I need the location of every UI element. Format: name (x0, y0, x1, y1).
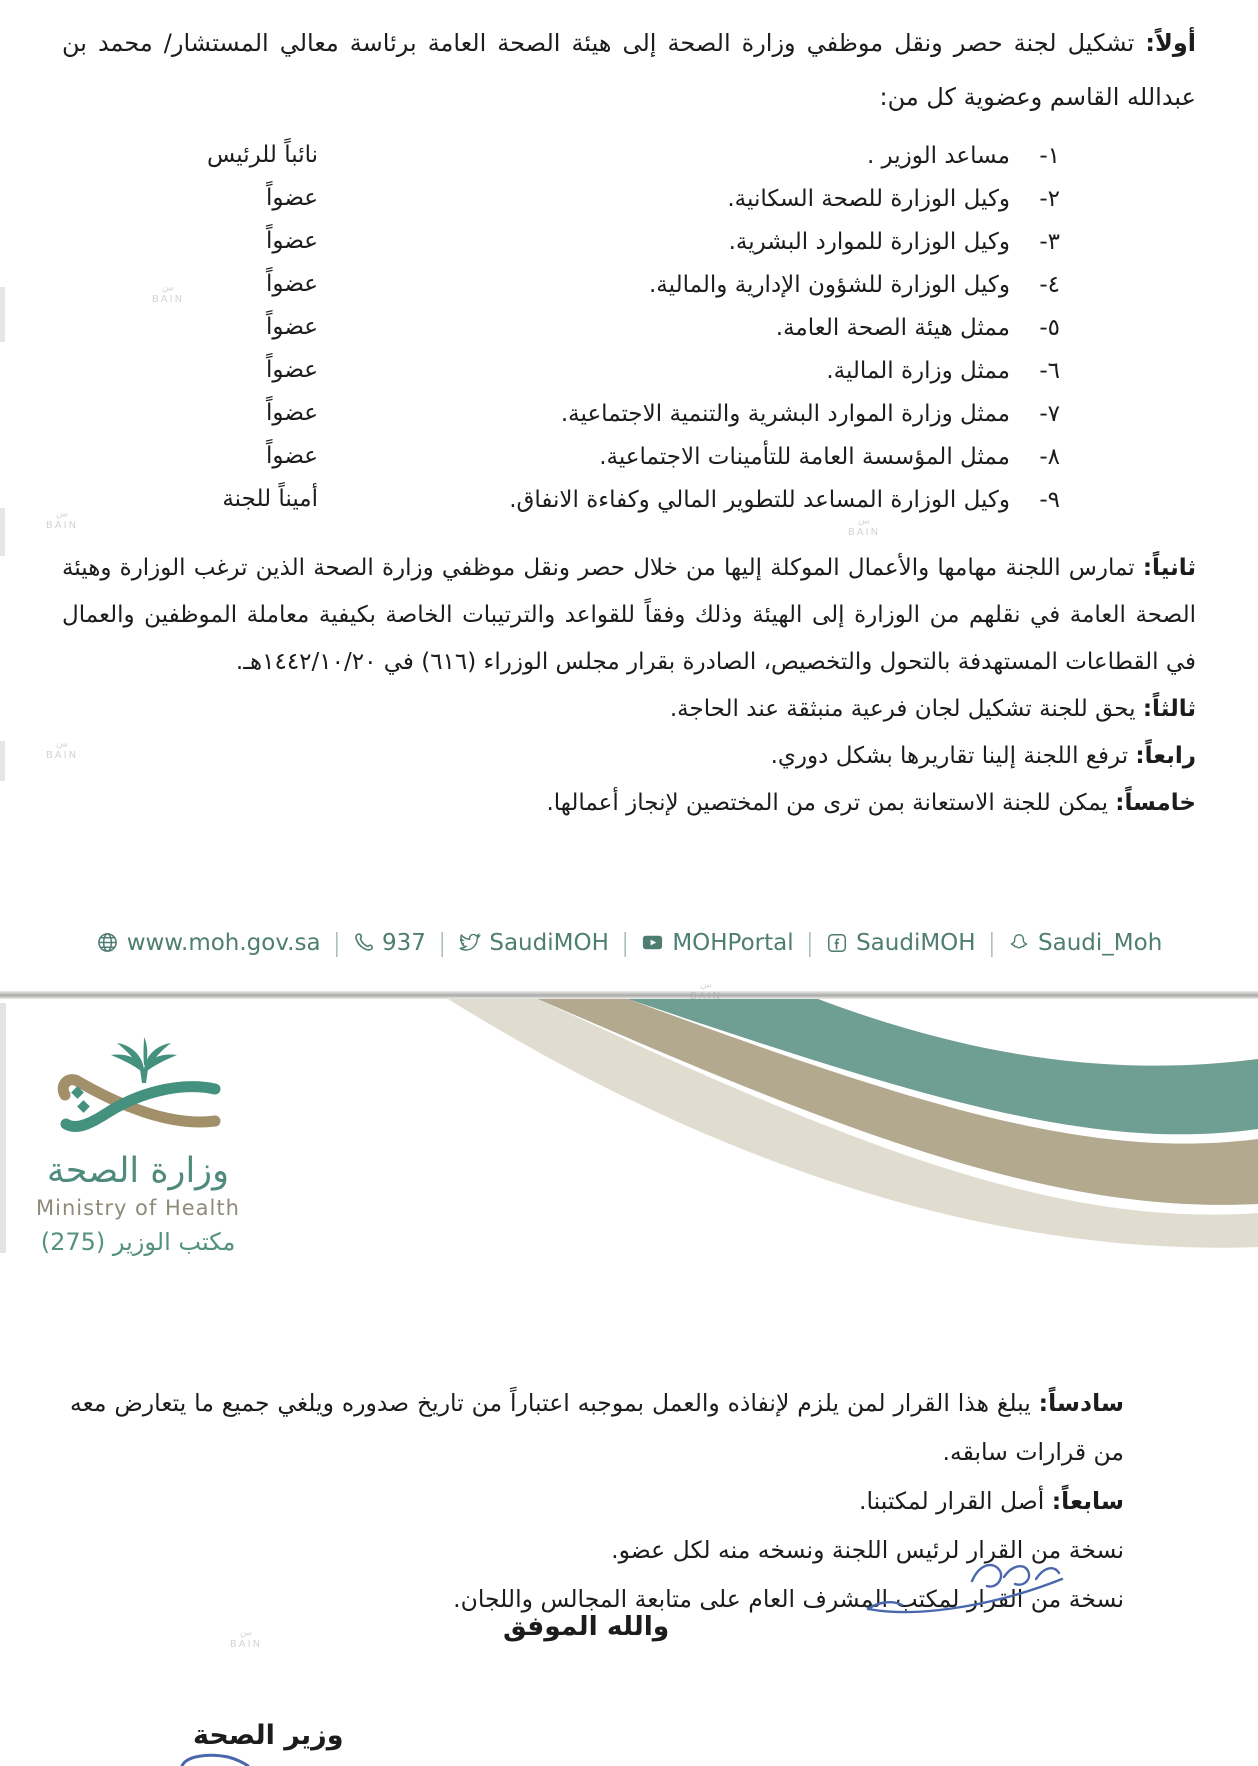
member-role: عضواً (266, 443, 318, 469)
footer-facebook-label: SaudiMOH (856, 929, 976, 956)
scan-edge-artifact (0, 741, 5, 781)
copy-distribution-line: نسخة من القرار لرئيس اللجنة ونسخه منه لكل عضو. (611, 1536, 1124, 1564)
footer-separator: | (620, 928, 630, 957)
watermark-latin: BAIN (151, 294, 185, 305)
youtube-icon (641, 931, 664, 954)
bain-watermark (36, 739, 88, 761)
clause-sixth-text: يبلغ هذا القرار لمن يلزم لإنفاذه والعمل بموجبه اعتباراً من تاريخ صدوره ويلغي جميع ما يتعارض معه من قرارات سابقه. (70, 1389, 1124, 1466)
minister-office-label: مكتب الوزير (275) (40, 1228, 236, 1256)
member-row (62, 220, 1196, 263)
page-2 (0, 999, 1258, 1766)
footer-twitter (458, 930, 609, 956)
bain-watermark (142, 283, 194, 305)
moh-name-arabic: وزارة الصحة (47, 1151, 229, 1191)
member-number: ٤- (1039, 271, 1060, 298)
member-row (62, 435, 1196, 478)
clause-third-text: يحق للجنة تشكيل لجان فرعية منبثقة عند الحاجة. (669, 696, 1143, 722)
footer-separator: | (805, 928, 815, 957)
bain-watermark (36, 509, 88, 531)
clause-fourth-lead: رابعاً: (1135, 743, 1196, 769)
clause-fifth-lead: خامساً: (1115, 790, 1196, 816)
member-name: مساعد الوزير . (866, 142, 1010, 169)
member-name: ممثل وزارة المالية. (826, 357, 1010, 384)
member-role: عضواً (266, 228, 318, 254)
footer-facebook (826, 930, 976, 956)
member-number: ٩- (1039, 486, 1060, 513)
member-role: عضواً (266, 400, 318, 426)
member-row (62, 478, 1196, 521)
clause-sixth (70, 1379, 1124, 1477)
footer-snapchat-label: Saudi_Moh (1038, 929, 1163, 956)
footer-separator: | (987, 928, 997, 957)
closing-phrase: والله الموفق (503, 1611, 670, 1642)
member-role: عضواً (266, 185, 318, 211)
moh-name-english: Ministry of Health (36, 1196, 240, 1220)
watermark-latin: BAIN (45, 520, 79, 531)
member-role: أميناً للجنة (222, 486, 318, 512)
palm-tree-icon (111, 1037, 177, 1083)
member-number: ٥- (1039, 314, 1060, 341)
watermark-latin: BAIN (229, 1639, 263, 1650)
clause-third-lead: ثالثاً: (1142, 696, 1196, 722)
footer-snapchat (1008, 930, 1162, 956)
footer-website (96, 930, 321, 956)
moh-logo-emblem (49, 1033, 227, 1147)
footer-phone (353, 930, 426, 956)
clause-sixth-lead: سادساً: (1038, 1389, 1124, 1417)
watermark-arabic: بين (699, 980, 713, 990)
footer-website-label: www.moh.gov.sa (126, 929, 321, 956)
clause-second-text: تمارس اللجنة مهامها والأعمال الموكلة إليها من خلال حصر ونقل موظفي وزارة الصحة الذين ترغب الوزارة وهيئة الصحة العامة في نقلهم من الوزارة إلى الهيئة وذلك وفقاً للقواعد والترتيبات الخاصة بكيفية معاملة الموظفين والعمال في القطاعات المستهدفة بالتحول والتخصيص، الصادرة بقرار مجلس الوزراء (٦١٦) في ١٤٤٢/١٠/٢٠هـ. (62, 555, 1196, 675)
scan-edge-artifact (0, 1003, 6, 1253)
member-role: نائباً للرئيس (206, 142, 318, 168)
member-name: ممثل هيئة الصحة العامة. (775, 314, 1010, 341)
committee-members-list (0, 134, 1258, 521)
watermark-arabic: بين (857, 516, 871, 526)
footer-separator: | (437, 928, 447, 957)
bain-watermark (220, 1628, 272, 1650)
member-number: ٧- (1039, 400, 1060, 427)
clauses-2-to-5 (0, 545, 1258, 827)
clause-seventh (70, 1477, 1124, 1526)
watermark-arabic: بين (55, 509, 69, 519)
footer-phone-label: 937 (382, 929, 426, 956)
member-number: ٢- (1039, 185, 1060, 212)
clause-third (62, 686, 1196, 733)
snapchat-icon (1008, 932, 1030, 954)
member-row (62, 177, 1196, 220)
member-role: عضواً (266, 357, 318, 383)
bain-watermark (680, 980, 732, 1002)
watermark-arabic: بين (55, 739, 69, 749)
member-name: ممثل المؤسسة العامة للتأمينات الاجتماعية. (599, 443, 1010, 470)
phone-icon (353, 932, 374, 953)
footer-youtube-label: MOHPortal (672, 929, 794, 956)
clause-second-lead: ثانياً: (1142, 555, 1196, 581)
member-name: وكيل الوزارة للشؤون الإدارية والمالية. (649, 271, 1010, 298)
member-row (62, 392, 1196, 435)
page-break-divider (0, 991, 1258, 999)
clause-fifth-text: يمكن للجنة الاستعانة بمن ترى من المختصين لإنجاز أعمالها. (546, 790, 1116, 816)
member-number: ٣- (1039, 228, 1060, 255)
logo-dot (77, 1100, 90, 1113)
clause-second (62, 545, 1196, 686)
bain-watermark (838, 516, 890, 538)
member-name: ممثل وزارة الموارد البشرية والتنمية الاجتماعية. (560, 400, 1010, 427)
twitter-icon (458, 931, 481, 954)
clause-fifth (62, 780, 1196, 827)
watermark-latin: BAIN (45, 750, 79, 761)
footer-separator: | (332, 928, 342, 957)
minister-signature-ink (852, 1549, 1067, 1629)
watermark-latin: BAIN (689, 991, 723, 1002)
member-row (62, 349, 1196, 392)
clauses-6-to-7 (0, 1379, 1258, 1624)
copy-distribution-line: نسخة من القرار لمكتب المشرف العام على متابعة المجالس واللجان. (453, 1585, 1124, 1613)
member-role: عضواً (266, 271, 318, 297)
facebook-icon (826, 932, 848, 954)
decorative-swoosh (298, 999, 1258, 1329)
member-name: وكيل الوزارة للصحة السكانية. (727, 185, 1010, 212)
globe-icon (96, 931, 119, 954)
partial-signature-ink (178, 1752, 252, 1766)
minister-title: وزير الصحة (193, 1720, 344, 1751)
watermark-arabic: بين (161, 283, 175, 293)
scan-edge-artifact (0, 508, 5, 556)
member-row (62, 263, 1196, 306)
watermark-latin: BAIN (847, 527, 881, 538)
scan-edge-artifact (0, 287, 5, 342)
clause-fourth (62, 733, 1196, 780)
clause-first-lead: أولاً: (1145, 29, 1196, 57)
clause-seventh-text: أصل القرار لمكتبنا. (859, 1487, 1052, 1515)
footer-youtube (641, 930, 793, 956)
member-number: ٦- (1039, 357, 1060, 384)
member-name: وكيل الوزارة المساعد للتطوير المالي وكفاءة الانفاق. (509, 486, 1010, 513)
clause-first-text: تشكيل لجنة حصر ونقل موظفي وزارة الصحة إلى هيئة الصحة العامة برئاسة معالي المستشار/ محمد بن عبدالله القاسم وعضوية كل من: (62, 29, 1196, 111)
member-number: ١- (1039, 142, 1060, 169)
moh-contact-footer (0, 928, 1258, 957)
clause-first (0, 0, 1258, 124)
clause-fourth-text: ترفع اللجنة إلينا تقاريرها بشكل دوري. (770, 743, 1136, 769)
member-number: ٨- (1039, 443, 1060, 470)
footer-twitter-label: SaudiMOH (489, 929, 609, 956)
member-name: وكيل الوزارة للموارد البشرية. (728, 228, 1010, 255)
member-row (62, 134, 1196, 177)
moh-logo (28, 1033, 248, 1256)
member-row (62, 306, 1196, 349)
clause-seventh-lead: سابعاً: (1051, 1487, 1124, 1515)
member-role: عضواً (266, 314, 318, 340)
watermark-arabic: بين (239, 1628, 253, 1638)
